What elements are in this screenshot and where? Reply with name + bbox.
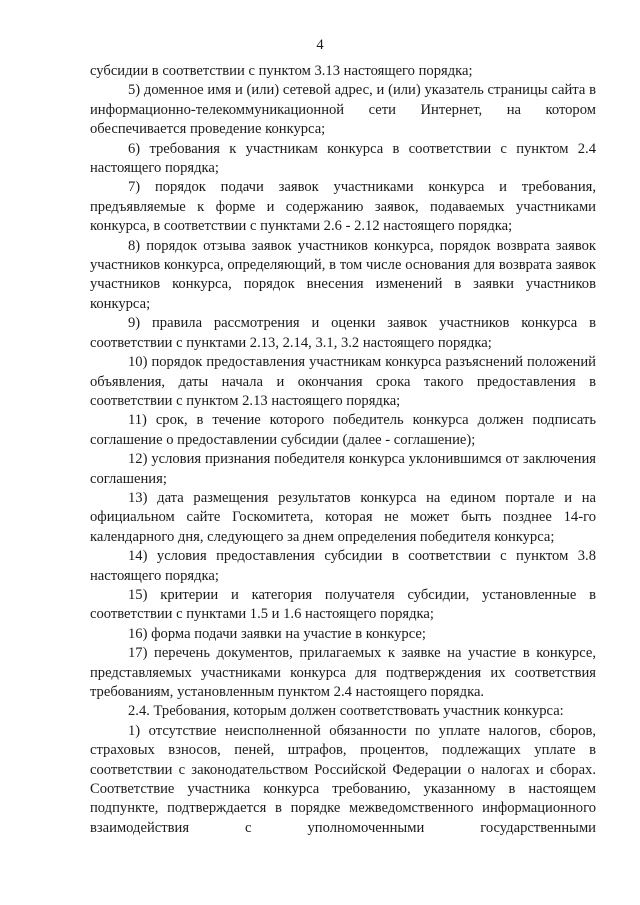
paragraph-item-12: 12) условия признания победителя конкурса уклонившимся от заключения соглашения; — [90, 451, 596, 487]
paragraph-item-14: 14) условия предоставления субсидии в соответствии с пунктом 3.8 настоящего порядка; — [90, 548, 596, 584]
page-number: 4 — [316, 37, 324, 53]
paragraph-item-17: 17) перечень документов, прилагаемых к заявке на участие в конкурсе, представляемых участниками конкурса для подтверждения их соответствия требованиям, установленным пунктом 2.4 настоящего порядка. — [90, 645, 596, 700]
paragraph-item-13: 13) дата размещения результатов конкурса на едином портале и на официальном сайте Госкомитета, которая не может быть позднее 14-го календарного дня, следующего за днем определения победителя конкурса; — [90, 489, 596, 545]
paragraph-item-10: 10) порядок предоставления участникам конкурса разъяснений положений объявления, даты начала и окончания срока такого предоставления в соответствии с пунктом 2.13 настоящего порядка; — [90, 354, 596, 409]
paragraph-item-5: 5) доменное имя и (или) сетевой адрес, и (или) указатель страницы сайта в информационно-телекоммуникационной сети Интернет, на котором обеспечивается проведение конкурса; — [90, 82, 596, 138]
paragraph-item-15: 15) критерии и категория получателя субсидии, установленные в соответствии с пунктами 1.5 и 1.6 настоящего порядка; — [90, 586, 596, 623]
paragraph-item-8: 8) порядок отзыва заявок участников конкурса, порядок возврата заявок участников конкурса, определяющий, в том числе основания для возврата заявок участников конкурса, порядок внесения изменений в заявки участников конкурса; — [90, 237, 596, 312]
paragraph-item-16: 16) форма подачи заявки на участие в конкурсе; — [128, 625, 426, 642]
paragraph-item-6: 6) требования к участникам конкурса в соответствии с пунктом 2.4 настоящего порядка; — [90, 140, 596, 177]
paragraph-item-9: 9) правила рассмотрения и оценки заявок участников конкурса в соответствии с пунктами 2.13, 2.14, 3.1, 3.2 настоящего порядка; — [90, 315, 596, 351]
paragraph-requirement-1: 1) отсутствие неисполненной обязанности по уплате налогов, сборов, страховых взносов, пеней, штрафов, процентов, подлежащих уплате в соответствии с законодательством Российской Федерации о налогах и сборах. Соответствие участника конкурса требованию, указанному в настоящем подпункте, подтверждается в порядке межведомственного информационного взаимодействия с уполномоченными государственными — [90, 722, 596, 836]
paragraph-item-11: 11) срок, в течение которого победитель конкурса должен подписать соглашение о предоставлении субсидии (далее - соглашение); — [90, 412, 596, 448]
paragraph-item-7: 7) порядок подачи заявок участниками конкурса и требования, предъявляемые к форме и содержанию заявок, подаваемых участниками конкурса, в соответствии с пунктами 2.6 - 2.12 настоящего порядка; — [90, 179, 596, 235]
document-body — [90, 62, 596, 838]
section-heading-2-4: 2.4. Требования, которым должен соответствовать участник конкурса: — [128, 703, 564, 720]
paragraph-continuation: субсидии в соответствии с пунктом 3.13 настоящего порядка; — [90, 63, 473, 79]
